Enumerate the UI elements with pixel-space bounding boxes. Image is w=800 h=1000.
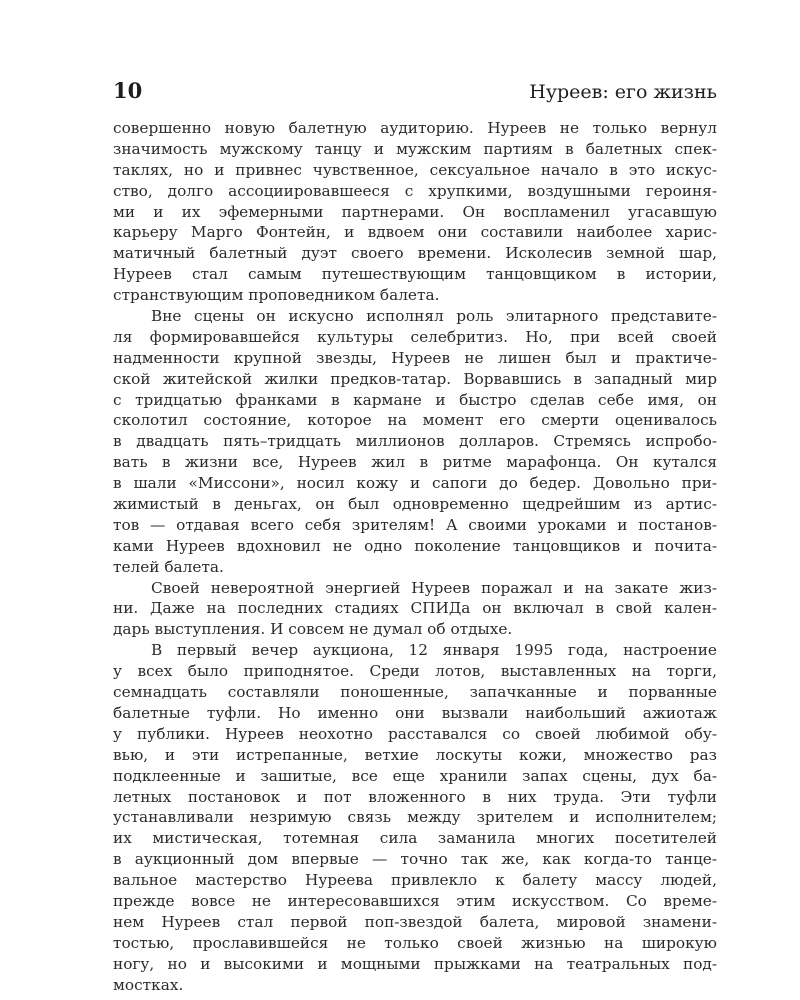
text-line: балетные туфли. Но именно они вызвали наибольший ажиотаж [113,703,717,722]
text-line: вальное мастерство Нуреева привлекло к балету массу людей, [113,871,717,890]
text-line: таклях, но и привнес чувственное, сексуальное начало в это искус- [113,160,717,179]
text-line: В первый вечер аукциона, 12 января 1995 года, настроение [151,641,717,660]
paragraph [113,306,717,578]
text-line: в двадцать пять–тридцать миллионов долларов. Стремясь испробо- [113,432,717,451]
text-line: надменности крупной звезды, Нуреев не лишен был и практиче- [113,348,717,367]
text-line: Вне сцены он искусно исполнял роль элитарного представите- [151,307,717,326]
text-line: летных постановок и пот вложенного в них труда. Эти туфли [113,787,717,806]
text-line: сколотил состояние, которое на момент его смерти оценивалось [113,411,717,430]
text-line: Нуреев стал самым путешествующим танцовщиком в истории, [113,265,717,284]
text-line: ми и их эфемерными партнерами. Он воспламенил угасавшую [113,202,717,221]
text-line: значимость мужскому танцу и мужским партиям в балетных спек- [113,139,717,158]
text-line: ками Нуреев вдохновил не одно поколение танцовщиков и почита- [113,536,717,555]
paragraph [113,640,717,995]
text-line: ногу, но и высокими и мощными прыжками на театральных под- [113,954,717,973]
page-header [113,78,717,110]
text-line: карьеру Марго Фонтейн, и вдвоем они составили наиболее харис- [113,223,717,242]
paragraph [113,578,717,641]
text-line: у публики. Нуреев неохотно расставался со своей любимой обу- [113,724,717,743]
text-line: совершенно новую балетную аудиторию. Нуреев не только вернул [113,119,717,137]
text-line: семнадцать составляли поношенные, запачканные и порванные [113,683,717,702]
text-line: в шали «Миссони», носил кожу и сапоги до бедер. Довольно при- [113,474,717,493]
text-line: нем Нуреев стал первой поп-звездой балета, мировой знамени- [113,912,717,931]
text-line: их мистическая, тотемная сила заманила многих посетителей [113,829,717,848]
text-line: с тридцатью франками в кармане и быстро сделав себе имя, он [113,390,717,409]
text-line: тов — отдавая всего себя зрителям! А своими уроками и постанов- [113,515,717,534]
text-line: ской житейской жилки предков-татар. Ворвавшись в западный мир [113,369,717,388]
text-line: матичный балетный дуэт своего времени. Исколесив земной шар, [113,244,717,263]
text-line: телей балета. [113,557,224,576]
text-line: странствующим проповедником балета. [113,286,440,305]
text-line: вать в жизни все, Нуреев жил в ритме марафонца. Он кутался [113,453,717,472]
body-text [113,118,717,995]
text-line: ни. Даже на последних стадиях СПИДа он включал в свой кален- [113,599,717,618]
text-line: дарь выступления. И совсем не думал об отдыхе. [113,620,513,639]
text-line: мостках. [113,975,184,994]
text-line: ство, долго ассоциировавшееся с хрупкими, воздушными героиня- [113,181,717,200]
text-line: устанавливали незримую связь между зрителем и исполнителем; [113,808,717,827]
text-line: Своей невероятной энергией Нуреев поражал и на закате жиз- [151,578,717,597]
running-title: Нуреев: его жизнь [529,81,717,103]
text-line: жимистый в деньгах, он был одновременно щедрейшим из артис- [113,495,717,514]
text-line: прежде вовсе не интересовавшихся этим искусством. Со време- [113,891,717,910]
text-line: вью, и эти истрепанные, ветхие лоскуты кожи, множество раз [113,745,717,764]
paragraph [113,118,717,306]
text-line: тостью, прославившейся не только своей жизнью на широкую [113,933,717,952]
page-number: 10 [113,78,143,103]
text-line: ля формировавшейся культуры селебритиз. Но, при всей своей [113,327,717,346]
book-page [113,78,717,995]
text-line: подклеенные и зашитые, все еще хранили запах сцены, дух ба- [113,766,717,785]
text-line: у всех было приподнятое. Среди лотов, выставленных на торги, [113,662,717,681]
text-line: в аукционный дом впервые — точно так же, как когда-то танце- [113,850,717,869]
